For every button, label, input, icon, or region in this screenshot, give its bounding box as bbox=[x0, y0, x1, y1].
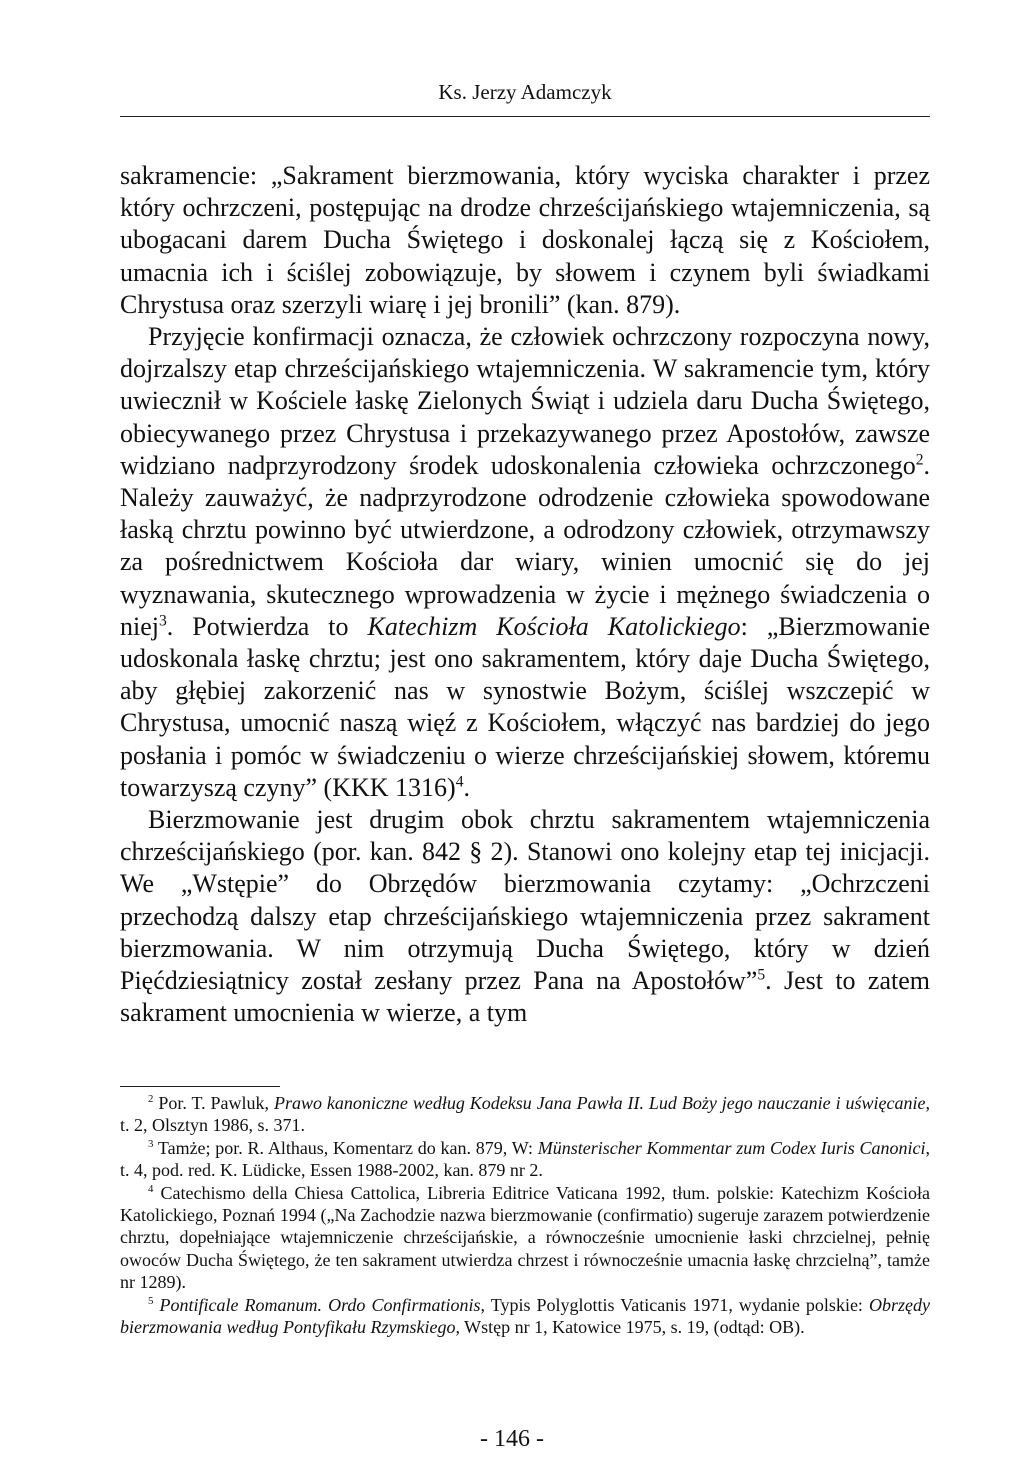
paragraph-2-text-b: . Należy zauważyć, że nadprzyrodzone odrodzenie człowieka spowodowane łaską chrztu powinno być utwierdzone, a odrodzony człowiek, otrzymawszy za pośrednictwem Kościoła dar wiary, winien umocnić się do jej wyznawania, skutecznego wprowadzenia w życie i mężnego świadczenia o niej bbox=[120, 450, 930, 641]
footnote-text: , Typis Polyglottis Vaticanis 1971, wydanie polskie: bbox=[480, 1294, 869, 1315]
katechizm-title: Katechizm Kościoła Katolickiego bbox=[367, 611, 741, 641]
footnotes bbox=[120, 1092, 930, 1338]
footnote-number: 3 bbox=[148, 1137, 154, 1150]
footnote-rule bbox=[120, 1086, 280, 1087]
footnote-title: Münsterischer Kommentar zum Codex Iuris Canonici bbox=[537, 1137, 926, 1158]
footnote-text: Por. T. Pawluk, bbox=[158, 1093, 274, 1113]
footnote-title: Obrzędy bierzmowania według Pontyfikału Rzymskiego bbox=[120, 1294, 930, 1338]
header-rule bbox=[120, 116, 930, 117]
page-number: - 146 - bbox=[480, 1426, 544, 1452]
paragraph-3-text-b: . Jest to zatem sakrament umocnienia w wierze, a tym bbox=[120, 966, 930, 1028]
footnote-text: Tamże; por. R. Althaus, Komentarz do kan. 879, W: bbox=[157, 1137, 538, 1158]
running-head: Ks. Jerzy Adamczyk bbox=[438, 80, 612, 104]
footnote-3 bbox=[120, 1137, 930, 1182]
footnote-5 bbox=[120, 1294, 930, 1339]
footnote-title: Prawo kanoniczne według Kodeksu Jana Pawła II. Lud Boży jego nauczanie i uświęcanie bbox=[273, 1093, 926, 1113]
paragraph-3 bbox=[120, 804, 930, 1029]
footnote-number: 4 bbox=[148, 1182, 154, 1195]
paragraph-2-text-d: : „Bierzmowanie udoskonala łaskę chrztu; jest ono sakramentem, który daje Ducha Świętego, aby głębiej zakorzenić nas w synostwie Bożym, ściślej wszczepić w Chrystusa, umocnić naszą więź z Kościołem, włączyć nas bardziej do jego posłania i pomóc w świadczeniu o wierze chrześcijańskiej słowem, któremu towarzyszą czyny” (KKK 1316) bbox=[120, 611, 930, 802]
paragraph-2-text-c: . Potwierdza to bbox=[166, 611, 368, 641]
footnote-text: Catechismo della Chiesa Cattolica, Libreria Editrice Vaticana 1992, tłum. polskie: Katechizm Kościoła Katolickiego, Poznań 1994 („Na Zachodzie nazwa bierzmowanie (confirmatio) sugeruje zarazem potwierdzenie chrztu, dopełniające wtajemniczenie chrześcijańskie, a równocześnie umocnienie łaski chrzcielnej, pełnię owoców Ducha Świętego, że ten sakrament utwierdza chrzest i równocześnie umacnia łaskę chrzcielną”, tamże nr 1289). bbox=[120, 1182, 931, 1293]
footnote-number: 2 bbox=[148, 1093, 154, 1105]
footnote-text: , t. 4, pod. red. K. Lüdicke, Essen 1988-2002, kan. 879 nr 2. bbox=[120, 1137, 930, 1181]
paragraph-1 bbox=[120, 160, 930, 321]
footnote-text: , Wstęp nr 1, Katowice 1975, s. 19, (odtąd: OB). bbox=[455, 1317, 805, 1338]
footnote-number: 5 bbox=[148, 1294, 154, 1307]
paragraph-2-text-e: . bbox=[463, 772, 470, 802]
footnote-text: , t. 2, Olsztyn 1986, s. 371. bbox=[120, 1093, 931, 1136]
footnote-ref-2[interactable]: 2 bbox=[915, 451, 924, 469]
body-text bbox=[120, 160, 930, 1029]
footnote-2 bbox=[120, 1092, 930, 1137]
paragraph-2-text-a: Przyjęcie konfirmacji oznacza, że człowiek ochrzczony rozpoczyna nowy, dojrzalszy etap chrześcijańskiego wtajemniczenia. W sakramencie tym, który uwiecznił w Kościele łaskę Zielonych Świąt i udziela daru Ducha Świętego, obiecywanego przez Chrystusa i przekazywanego przez Apostołów, zawsze widziano nadprzyrodzony środek udoskonalenia człowieka ochrzczonego bbox=[120, 322, 930, 480]
paragraph-2 bbox=[120, 321, 930, 804]
paragraph-3-text-a: Bierzmowanie jest drugim obok chrztu sakramentem wtajemniczenia chrześcijańskiego (por. kan. 842 § 2). Stanowi ono kolejny etap tej inicjacji. We „Wstępie” do Obrzędów bierzmowania czytamy: „Ochrzczeni przechodzą dalszy etap chrześcijańskiego wtajemniczenia przez sakrament bierzmowania. W nim otrzymują Ducha Świętego, który w dzień Pięćdziesiątnicy został zesłany przez Pana na Apostołów” bbox=[120, 805, 930, 996]
footnote-4 bbox=[120, 1182, 930, 1294]
footnote-ref-3[interactable]: 3 bbox=[159, 612, 167, 630]
paragraph-1-text: sakramencie: „Sakrament bierzmowania, który wyciska charakter i przez który ochrzczeni, postępując na drodze chrześcijańskiego wtajemniczenia, są ubogacani darem Ducha Świętego i doskonalej łączą się z Kościołem, umacnia ich i ściślej zobowiązuje, by słowem i czynem byli świadkami Chrystusa oraz szerzyli wiarę i jej bronili” (kan. 879). bbox=[120, 161, 930, 319]
footnote-ref-5[interactable]: 5 bbox=[757, 966, 766, 984]
footnote-title: Pontificale Romanum. Ordo Confirmationis bbox=[159, 1294, 481, 1315]
footnote-ref-4[interactable]: 4 bbox=[455, 773, 464, 791]
